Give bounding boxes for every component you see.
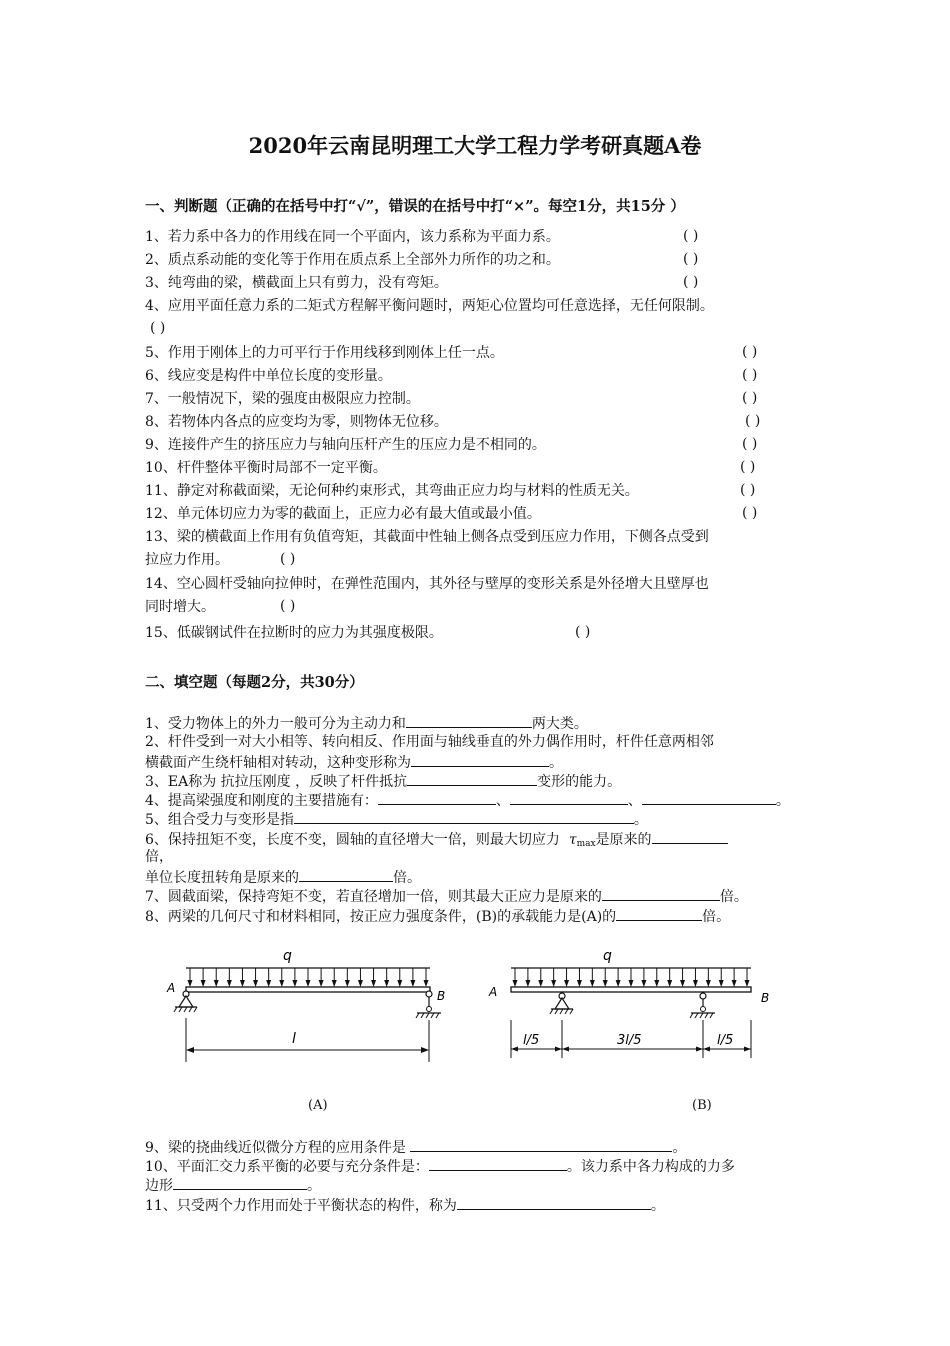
s2-q6-cont1: 倍，	[145, 849, 173, 865]
answer-blank[interactable]	[457, 1195, 651, 1210]
fig-a-beam	[186, 987, 430, 992]
answer-blank[interactable]	[407, 771, 537, 786]
fig-a-dim-arrow-left	[186, 1047, 194, 1053]
s2-q7-tail: 倍。	[719, 889, 748, 905]
s2-q7-text: 7、圆截面梁，保持弯矩不变，若直径增加一倍，则其最大正应力是原来的	[145, 889, 602, 905]
load-arrow-head	[397, 980, 402, 987]
s2-q5-text: 5、组合受力与变形是指	[145, 812, 294, 828]
s2-q9-text: 9、梁的挠曲线近似微分方程的应用条件是	[145, 1140, 406, 1156]
s1-paren-7: ( )	[742, 390, 758, 406]
s2-q2-tail: 。	[549, 755, 563, 771]
s1-item-3-text: 3、纯弯曲的梁，横截面上只有剪力，没有弯矩。	[145, 275, 448, 291]
s1-item-8	[145, 413, 448, 431]
s2-q6-cont2	[145, 867, 421, 887]
answer-blank[interactable]	[510, 790, 628, 805]
s1-paren-14: ( )	[280, 598, 296, 614]
load-arrow-head	[214, 980, 219, 987]
s2-q2-cont	[145, 752, 563, 772]
load-arrow-head	[603, 980, 608, 987]
s2-q1	[145, 713, 588, 733]
s2-q3	[145, 771, 621, 791]
s1-paren-15: ( )	[575, 624, 591, 640]
answer-blank[interactable]	[652, 829, 728, 844]
load-arrow-head	[513, 980, 518, 987]
s2-q11-tail: 。	[650, 1198, 665, 1214]
load-arrow-head	[732, 980, 737, 987]
s2-q5	[145, 809, 648, 829]
s1-item-13	[145, 528, 709, 546]
load-arrow-head	[424, 980, 429, 987]
s1-item-6-text: 6、线应变是构件中单位长度的变形量。	[145, 368, 392, 384]
answer-blank[interactable]	[429, 1156, 567, 1171]
s1-paren-13: ( )	[280, 551, 296, 567]
s1-paren-12: ( )	[742, 505, 758, 521]
s2-q8-text: 8、两梁的几何尺寸和材料相同，按正应力强度条件，(B)的承载能力是(A)的	[145, 909, 617, 925]
s2-q6	[145, 829, 728, 853]
load-arrow-head	[590, 980, 595, 987]
s1-item-14-cont-text: 同时增大。	[145, 599, 215, 615]
load-arrow-head	[345, 980, 350, 987]
answer-blank[interactable]	[173, 1175, 307, 1190]
s1-item-8-text: 8、若物体内各点的应变均为零，则物体无位移。	[145, 414, 448, 430]
fig-b-q-label: q	[603, 948, 612, 964]
s1-paren-6: ( )	[742, 367, 758, 383]
fig-a-label-A: A	[167, 981, 176, 995]
answer-blank[interactable]	[616, 906, 702, 921]
s1-item-7	[145, 390, 420, 408]
s2-q8-tail: 倍。	[702, 909, 731, 925]
answer-blank[interactable]	[410, 1137, 672, 1152]
s1-paren-2: ( )	[683, 251, 699, 267]
fig-b-len-3: l/5	[717, 1033, 734, 1048]
s2-q2-cont-text: 横截面产生绕杆轴相对转动，这种变形称为	[145, 755, 411, 771]
s1-item-6	[145, 367, 392, 385]
load-arrow-head	[306, 980, 311, 987]
load-arrow-head	[551, 980, 556, 987]
s1-item-1	[145, 228, 560, 246]
s2-q9-tail: 。	[672, 1140, 687, 1156]
load-arrow-head	[680, 980, 685, 987]
load-arrow-head	[240, 980, 245, 987]
load-arrow-head	[667, 980, 672, 987]
s2-q10-text: 10、平面汇交力系平衡的必要与充分条件是：	[145, 1159, 429, 1175]
section1-heading: 一、判断题（正确的在括号中打“√”，错误的在括号中打“×”。每空1分，共15分 ）	[145, 198, 685, 215]
figure-b-beam	[485, 940, 785, 1070]
page-title: 2020年云南昆明理工大学工程力学考研真题A卷	[248, 133, 702, 158]
s2-q4-tail: 。	[775, 793, 790, 809]
s1-paren-3: ( )	[683, 274, 699, 290]
load-arrow-head	[292, 980, 297, 987]
s2-q10-cont	[145, 1175, 321, 1195]
load-arrow-head	[410, 980, 415, 987]
s1-item-5	[145, 344, 504, 362]
fig-b-roller-support	[690, 993, 715, 1018]
load-arrow-head	[279, 980, 284, 987]
s2-q1-tail: 两大类。	[531, 716, 588, 732]
s1-item-1-text: 1、若力系中各力的作用线在同一个平面内，该力系称为平面力系。	[145, 229, 560, 245]
s2-q6-cont2-text: 单位长度扭转角是原来的	[145, 870, 299, 886]
s2-q1-text: 1、受力物体上的外力一般可分为主动力和	[145, 716, 406, 732]
s2-q3-text: 3、EA称为 抗拉压刚度 ，反映了杆件抵抗	[145, 774, 408, 790]
s1-item-9-text: 9、连接件产生的挤压应力与轴向压杆产生的压应力是不相同的。	[145, 437, 546, 453]
s1-item-2	[145, 251, 560, 269]
fig-b-dim-arrow	[511, 1047, 518, 1052]
s2-q4-text: 4、提高梁强度和刚度的主要措施有：	[145, 793, 378, 809]
load-arrow-head	[577, 980, 582, 987]
s2-q10-mid: 。该力系中各力构成的力多	[566, 1159, 735, 1175]
s1-item-13-text: 13、梁的横截面上作用有负值弯矩，其截面中性轴上侧各点受到压应力作用，下侧各点受到	[145, 529, 709, 545]
fig-b-label-B: B	[761, 991, 770, 1005]
fig-a-q-label: q	[283, 948, 292, 964]
s1-item-10-text: 10、杆件整体平衡时局部不一定平衡。	[145, 460, 387, 476]
s1-item-13-cont-text: 拉应力作用。	[145, 552, 229, 568]
load-arrow-head	[693, 980, 698, 987]
fig-b-load-arrows	[513, 968, 750, 987]
load-arrow-head	[525, 980, 530, 987]
load-arrow-head	[332, 980, 337, 987]
s2-q2	[145, 733, 714, 751]
s2-q4	[145, 790, 790, 810]
answer-blank[interactable]	[411, 752, 549, 767]
fig-b-dim-arrow	[744, 1047, 751, 1052]
load-arrow-head	[384, 980, 389, 987]
s2-q2-text: 2、杆件受到一对大小相等、转向相反、作用面与轴线垂直的外力偶作用时，杆件任意两相邻	[145, 734, 714, 750]
s1-paren-11: ( )	[740, 482, 756, 498]
s1-item-14	[145, 575, 709, 593]
s1-item-5-text: 5、作用于刚体上的力可平行于作用线移到刚体上任一点。	[145, 345, 504, 361]
s2-q4-sep: 、	[627, 793, 642, 809]
fig-a-length-label: l	[292, 1031, 296, 1047]
s2-q4-sep: 、	[495, 793, 510, 809]
load-arrow-head	[616, 980, 621, 987]
s2-q10	[145, 1156, 735, 1176]
load-arrow-head	[706, 980, 711, 987]
load-arrow-head	[253, 980, 258, 987]
answer-blank[interactable]	[602, 886, 720, 901]
figure-a-beam	[160, 940, 450, 1070]
fig-b-caption: (B)	[692, 1098, 712, 1113]
s1-paren-4: ( )	[150, 320, 166, 336]
answer-blank[interactable]	[299, 867, 393, 882]
tau-subscript: max	[576, 839, 596, 849]
s2-q7	[145, 886, 748, 906]
load-arrow-head	[371, 980, 376, 987]
fig-a-label-B: B	[437, 989, 446, 1003]
s2-q11	[145, 1195, 665, 1215]
s2-q5-tail: 。	[633, 812, 648, 828]
load-arrow-head	[564, 980, 569, 987]
s1-item-11	[145, 482, 639, 500]
load-arrow-head	[719, 980, 724, 987]
s2-q6-text: 6、保持扭矩不变，长度不变，圆轴的直径增大一倍，则最大切应力	[145, 832, 560, 848]
answer-blank[interactable]	[642, 790, 776, 805]
fig-a-load-arrows	[188, 968, 429, 987]
s2-q10-tail: 。	[307, 1178, 321, 1194]
load-arrow-head	[654, 980, 659, 987]
load-arrow-head	[745, 980, 750, 987]
s1-item-13-cont	[145, 551, 229, 569]
s1-item-3	[145, 274, 448, 292]
s1-item-2-text: 2、质点系动能的变化等于作用在质点系上全部外力所作的功之和。	[145, 252, 560, 268]
s2-q6-mid: 是原来的	[595, 832, 652, 848]
s1-item-15-text: 15、低碳钢试件在拉断时的应力为其强度极限。	[145, 625, 443, 641]
fig-a-caption: (A)	[308, 1098, 328, 1113]
s2-q10-cont-text: 边形	[145, 1178, 173, 1194]
fig-b-dim-arrow	[555, 1047, 562, 1052]
load-arrow-head	[538, 980, 543, 987]
answer-blank[interactable]	[406, 713, 532, 728]
s1-paren-1: ( )	[683, 228, 699, 244]
s1-item-15	[145, 624, 443, 642]
s2-q3-tail: 变形的能力。	[537, 774, 622, 790]
fig-b-dim-arrow	[703, 1047, 710, 1052]
load-arrow-head	[358, 980, 363, 987]
s1-item-14-cont	[145, 598, 215, 616]
fig-a-dim-arrow-right	[421, 1047, 429, 1053]
fig-b-label-A: A	[489, 985, 498, 999]
section2-heading: 二、填空题（每题2分，共30分）	[145, 674, 364, 691]
fig-b-pin-support	[550, 993, 573, 1014]
s1-item-7-text: 7、一般情况下，梁的强度由极限应力控制。	[145, 391, 420, 407]
s1-item-14-text: 14、空心圆杆受轴向拉伸时，在弹性范围内，其外径与壁厚的变形关系是外径增大且壁厚也	[145, 576, 709, 592]
fig-b-beam	[511, 987, 751, 992]
load-arrow-head	[319, 980, 324, 987]
s1-item-12-text: 12、单元体切应力为零的截面上，正应力必有最大值或最小值。	[145, 506, 541, 522]
s1-paren-10: ( )	[740, 459, 756, 475]
fig-b-dim-arrow	[696, 1047, 703, 1052]
s1-paren-8: ( )	[745, 413, 761, 429]
fig-a-pin-support	[174, 991, 197, 1012]
s1-item-9	[145, 436, 546, 454]
load-arrow-head	[201, 980, 206, 987]
s2-q8	[145, 906, 730, 926]
s1-paren-9: ( )	[742, 436, 758, 452]
s1-paren-5: ( )	[742, 344, 758, 360]
s2-q9	[145, 1137, 686, 1157]
fig-b-len-2: 3l/5	[617, 1033, 642, 1048]
answer-blank[interactable]	[294, 809, 634, 824]
s1-item-4-text: 4、应用平面任意力系的二矩式方程解平衡问题时，两矩心位置均可任意选择，无任何限制。	[145, 298, 714, 314]
s1-item-10	[145, 459, 387, 477]
s2-q11-text: 11、只受两个力作用而处于平衡状态的构件，称为	[145, 1198, 457, 1214]
s2-q6-tail: 倍。	[393, 870, 421, 886]
tau-symbol: τ	[568, 832, 577, 848]
s1-item-11-text: 11、静定对称截面梁，无论何种约束形式，其弯曲正应力均与材料的性质无关。	[145, 483, 639, 499]
load-arrow-head	[629, 980, 634, 987]
load-arrow-head	[266, 980, 271, 987]
fig-b-dim-arrow	[562, 1047, 569, 1052]
load-arrow-head	[641, 980, 646, 987]
load-arrow-head	[188, 980, 193, 987]
load-arrow-head	[227, 980, 232, 987]
s1-item-12	[145, 505, 541, 523]
answer-blank[interactable]	[378, 790, 496, 805]
s1-item-4	[145, 297, 714, 315]
fig-b-len-1: l/5	[523, 1033, 540, 1048]
